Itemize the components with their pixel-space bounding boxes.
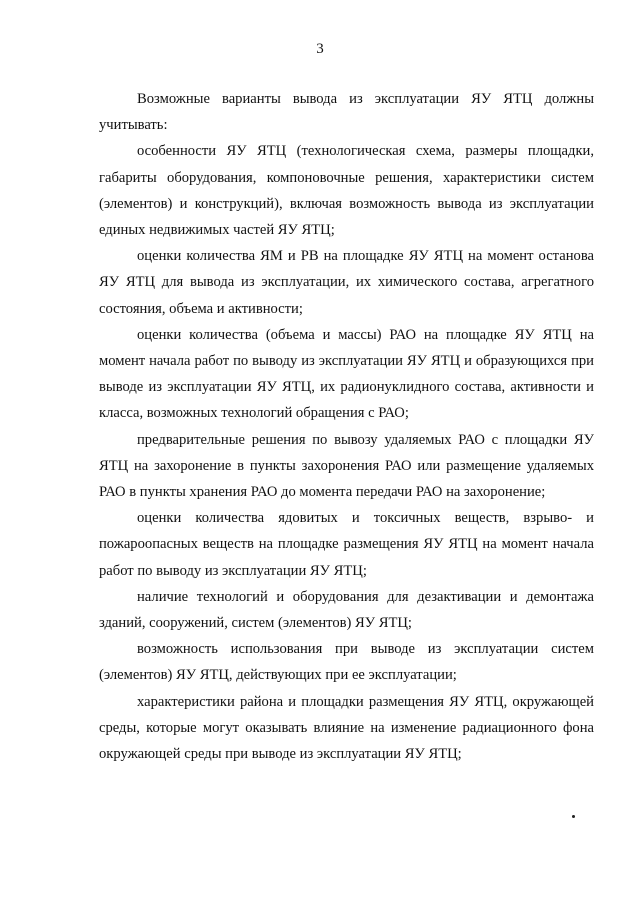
paragraph: Возможные варианты вывода из эксплуатации ЯУ ЯТЦ должны учитывать: xyxy=(99,91,594,134)
document-body xyxy=(99,86,594,767)
paragraph: особенности ЯУ ЯТЦ (технологическая схема, размеры площадки, габариты оборудования, компоновочные решения, характеристики систем (элементов) и конструкций), включая возможность вывода из эксплуатации единых недвижимых частей ЯУ ЯТЦ; xyxy=(99,143,594,239)
paragraph: оценки количества ядовитых и токсичных веществ, взрыво- и пожароопасных веществ на площадке размещения ЯУ ЯТЦ на момент начала работ по выводу из эксплуатации ЯУ ЯТЦ; xyxy=(99,510,594,579)
paragraph: характеристики района и площадки размещения ЯУ ЯТЦ, окружающей среды, которые могут оказывать влияние на изменение радиационного фона окружающей среды при выводе из эксплуатации ЯУ ЯТЦ; xyxy=(99,693,594,763)
paragraph: оценки количества (объема и массы) РАО на площадке ЯУ ЯТЦ на момент начала работ по выводу из эксплуатации ЯУ ЯТЦ и образующихся при выводе из эксплуатации ЯУ ЯТЦ, их радионуклидного состава, активности и класса, возможных технологий обращения с РАО; xyxy=(99,326,594,422)
page-number: 3 xyxy=(316,41,324,57)
paragraph: предварительные решения по вывозу удаляемых РАО с площадки ЯУ ЯТЦ на захоронение в пункты захоронения РАО или размещение удаляемых РАО в пункты хранения РАО до момента передачи РАО на захоронение; xyxy=(99,431,594,501)
paragraph: возможность использования при выводе из эксплуатации систем (элементов) ЯУ ЯТЦ, действующих при ее эксплуатации; xyxy=(99,641,594,684)
paragraph: наличие технологий и оборудования для дезактивации и демонтажа зданий, сооружений, систем (элементов) ЯУ ЯТЦ; xyxy=(99,588,594,632)
paragraph: оценки количества ЯМ и РВ на площадке ЯУ ЯТЦ на момент останова ЯУ ЯТЦ для вывода из эксплуатации, их химического состава, агрегатного состояния, объема и активности; xyxy=(99,248,594,317)
scan-speck xyxy=(572,815,575,818)
